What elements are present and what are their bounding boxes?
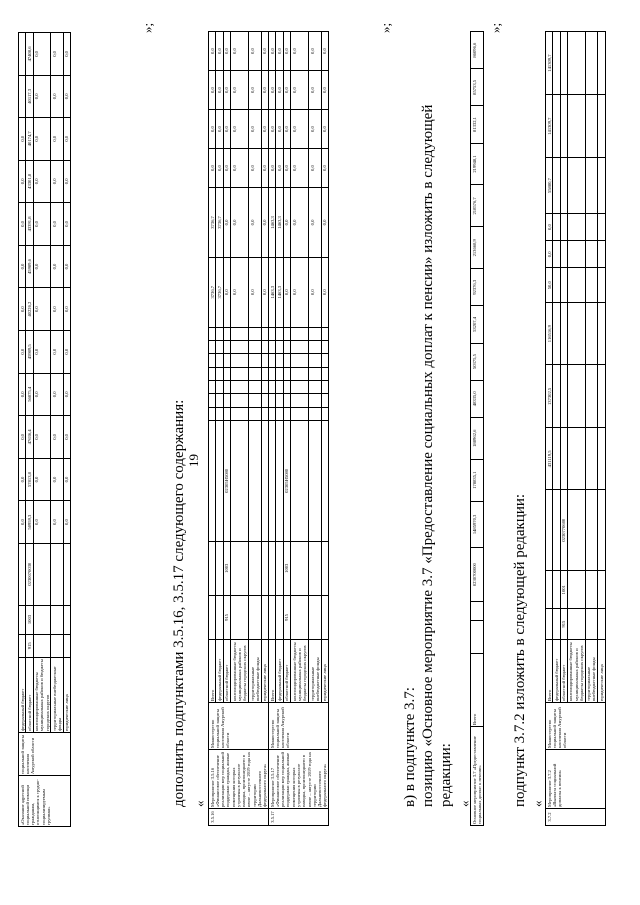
closing-quote-3: »; <box>488 22 503 33</box>
table-continuation: «Оказание адресной социальной помощи гражданам, относящимся к трудно-социализируемым группам» социальной защиты населения Амурской области федеральный бюджет 0,0 0,0 0,0 0,0 0,0 0,0 0,0 0,0 0,0 0,0 областной бюджет 915 1003 0230070030 50959,3 57813,8 47636,4 56875,4 45989,5 40226,2 45989,6 43391,8 43301,8 40174,7 40117,3 47408,6 консолидированные бюджеты муниципальных районов и бюджеты городских округов 0,0 0,0 0,0 0,0 0,0 0,0 0,0 0,0 0,0 0,0 0,0 0,0 территориальные внебюджетные фонды 0,0 0,0 0,0 0,0 0,0 0,0 0,0 0,0 0,0 0,0 0,0 0,0 юридические лица 0,0 0,0 0,0 0,0 0,0 0,0 0,0 0,0 0,0 0,0 0,0 0,0 <box>18 32 71 827</box>
table1-left-org: социальной защиты населения Амурской области <box>19 733 71 776</box>
opening-quote-4: « <box>530 800 545 807</box>
closing-quote-1: »; <box>140 22 155 33</box>
paragraph-subpoint-3-7: в) в подпункте 3.7: <box>402 687 418 807</box>
opening-quote-3: « <box>457 800 472 807</box>
closing-quote-2: »; <box>378 22 393 33</box>
paragraph-add-subpoints: дополнить подпунктами 3.5.16, 3.5.17 следующего содержания: <box>171 399 187 807</box>
table-subpoints: 3.5.16 Мероприятие 3.5.16 «Финансовое обеспечение реализации мер социальной поддержки граждан, жилые помещения которых утрачены в результате паводка, произошедшего в июле – августе 2019 года на территории Дальневосточного федерального округа» Министерство социальной защиты населения Амурской области Всего 3736,7 3736,7 0,0 0,0 0,0 0,0 федеральный бюджет 3736,7 3736,7 0,0 0,0 0,0 0,0 областной бюджет 915 1003 02305Н5080 0,0 0,0 0,0 0,0 0,0 0,0 консолидированные бюджеты муниципальных районов и бюджеты городских округов 0,0 0,0 0,0 0,0 0,0 0,0 территориальные внебюджетные фонды 0,0 0,0 0,0 0,0 0,0 0,0 юридические лица 0,0 0,0 0,0 0,0 0,0 0,0 3.5.17 Мероприятие 3.5.17 «Финансовое обеспечение реализации мер социальной поддержки граждан, жилые помещения которых утрачены в результате паводка, произошедшего в июле – августе 2019 года на территории Дальневосточного федерального округа» Министерство социальной защиты населения Амурской области Всего 1463,3 1463,3 0,0 0,0 0,0 0,0 федеральный бюджет 1463,3 1463,3 0,0 0,0 0,0 0,0 областной бюджет 915 1003 02305Н5080 0,0 0,0 0,0 0,0 0,0 0,0 консолидированные бюджеты муниципальных районов и бюджеты городских округов 0,0 0,0 0,0 0,0 0,0 0,0 территориальные внебюджетные фонды 0,0 0,0 0,0 0,0 0,0 0,0 юридические лица 0,0 0,0 0,0 0,0 0,0 0,0 <box>208 31 329 826</box>
table1-left-title: «Оказание адресной социальной помощи гражданам, относящимся к трудно-социализируемым группам» <box>19 776 71 827</box>
paragraph-position-3-7-cont: редакции: <box>438 743 454 807</box>
table-measure-3-7-2: 3.7.2 Мероприятие 3.7.2 «Выплата социальной доплаты к пенсии» Министерство социальной защиты населения Амурской области Всего 431119,5 137302,5 116516,9 50,0 0,0 0,0 55880,7 141309,7 141309,7 федеральный бюджет областной бюджет 915 1001 0230770680 консолидированные бюджеты муниципальных районов и бюджеты городских округов территориальные внебюджетные фонды юридические лица <box>545 31 606 826</box>
table-main-measure-3-7: Основное мероприятие 3.7 «Предоставление социальных доплат к пенсии» Всего 0230700000 1485970,3 178835,1 188962,6 48335,0 50375,5 53207,4 92376,3 213668,9 218576,7 219948,1 81332,1 85753,5 86096,6 <box>470 31 484 826</box>
page-number: 19 <box>186 454 201 467</box>
opening-quote-1: « <box>192 800 207 807</box>
paragraph-subpoint-3-7-2: подпункт 3.7.2 изложить в следующей редакции: <box>512 493 528 807</box>
paragraph-position-3-7: позицию «Основное мероприятие 3.7 «Предоставление социальных доплат к пенсии» изложить в следующей <box>420 104 436 807</box>
